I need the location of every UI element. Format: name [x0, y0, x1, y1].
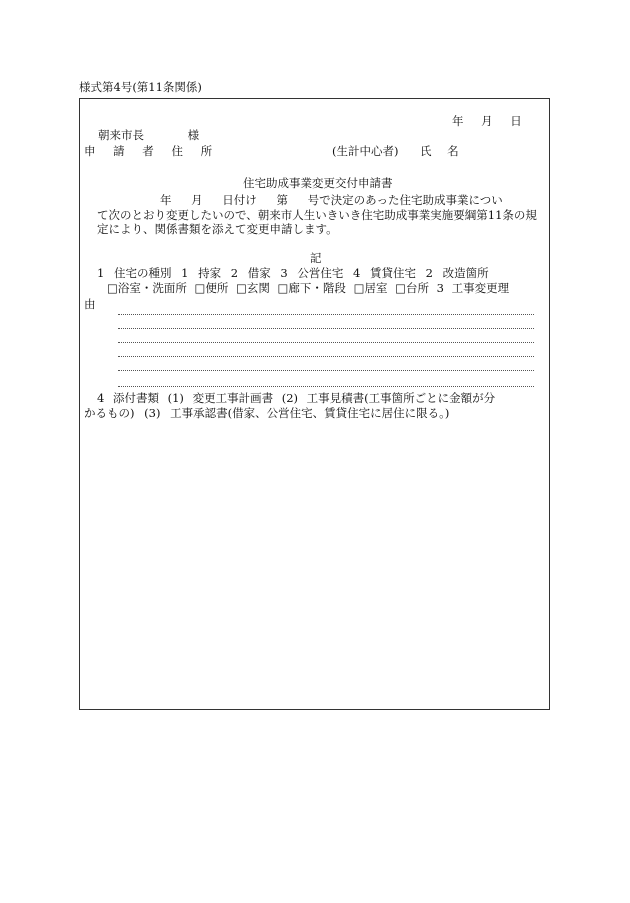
- attachments-line-2: かるもの) (3) 工事承認書(借家、公営住宅、賃貸住宅に居住に限る。): [84, 406, 450, 420]
- reason-line-3: [118, 342, 534, 343]
- date-line: 年 月 日: [452, 114, 522, 128]
- housing-type-line: 1 住宅の種別 1 持家 2 借家 3 公営住宅 4 賃貸住宅 2 改造箇所: [97, 266, 489, 280]
- addressee: 朝来市長 様: [98, 128, 200, 142]
- reason-line-6: [118, 386, 534, 387]
- household-head-label: (生計中心者): [332, 144, 399, 158]
- renovation-locations-line: □浴室・洗面所 □便所 □玄関 □廊下・階段 □居室 □台所 3 工事変更理: [107, 281, 510, 295]
- attachments-line-1: 4 添付書類 (1) 変更工事計画書 (2) 工事見積書(工事箇所ごとに金額が分: [97, 391, 496, 405]
- applicant-address-label: 申 請 者 住 所: [84, 144, 213, 158]
- reason-line-2: [118, 328, 534, 329]
- form-number: 様式第4号(第11条関係): [79, 80, 202, 94]
- body-text-line-2: て次のとおり変更したいので、朝来市人生いきいき住宅助成事業実施要綱第11条の規: [97, 208, 537, 222]
- body-text-line-3: 定により、関係書類を添えて変更申請します。: [97, 222, 338, 236]
- change-reason-continuation: 由: [84, 297, 96, 311]
- applicant-name-label: 氏 名: [420, 144, 459, 158]
- document-title: 住宅助成事業変更交付申請書: [243, 176, 393, 190]
- body-text-line-1: 年 月 日付け 第 号で決定のあった住宅助成事業につい: [160, 193, 503, 207]
- reason-line-4: [118, 356, 534, 357]
- reason-line-5: [118, 370, 534, 371]
- reason-line-1: [118, 314, 534, 315]
- ki-heading: 記: [310, 251, 322, 265]
